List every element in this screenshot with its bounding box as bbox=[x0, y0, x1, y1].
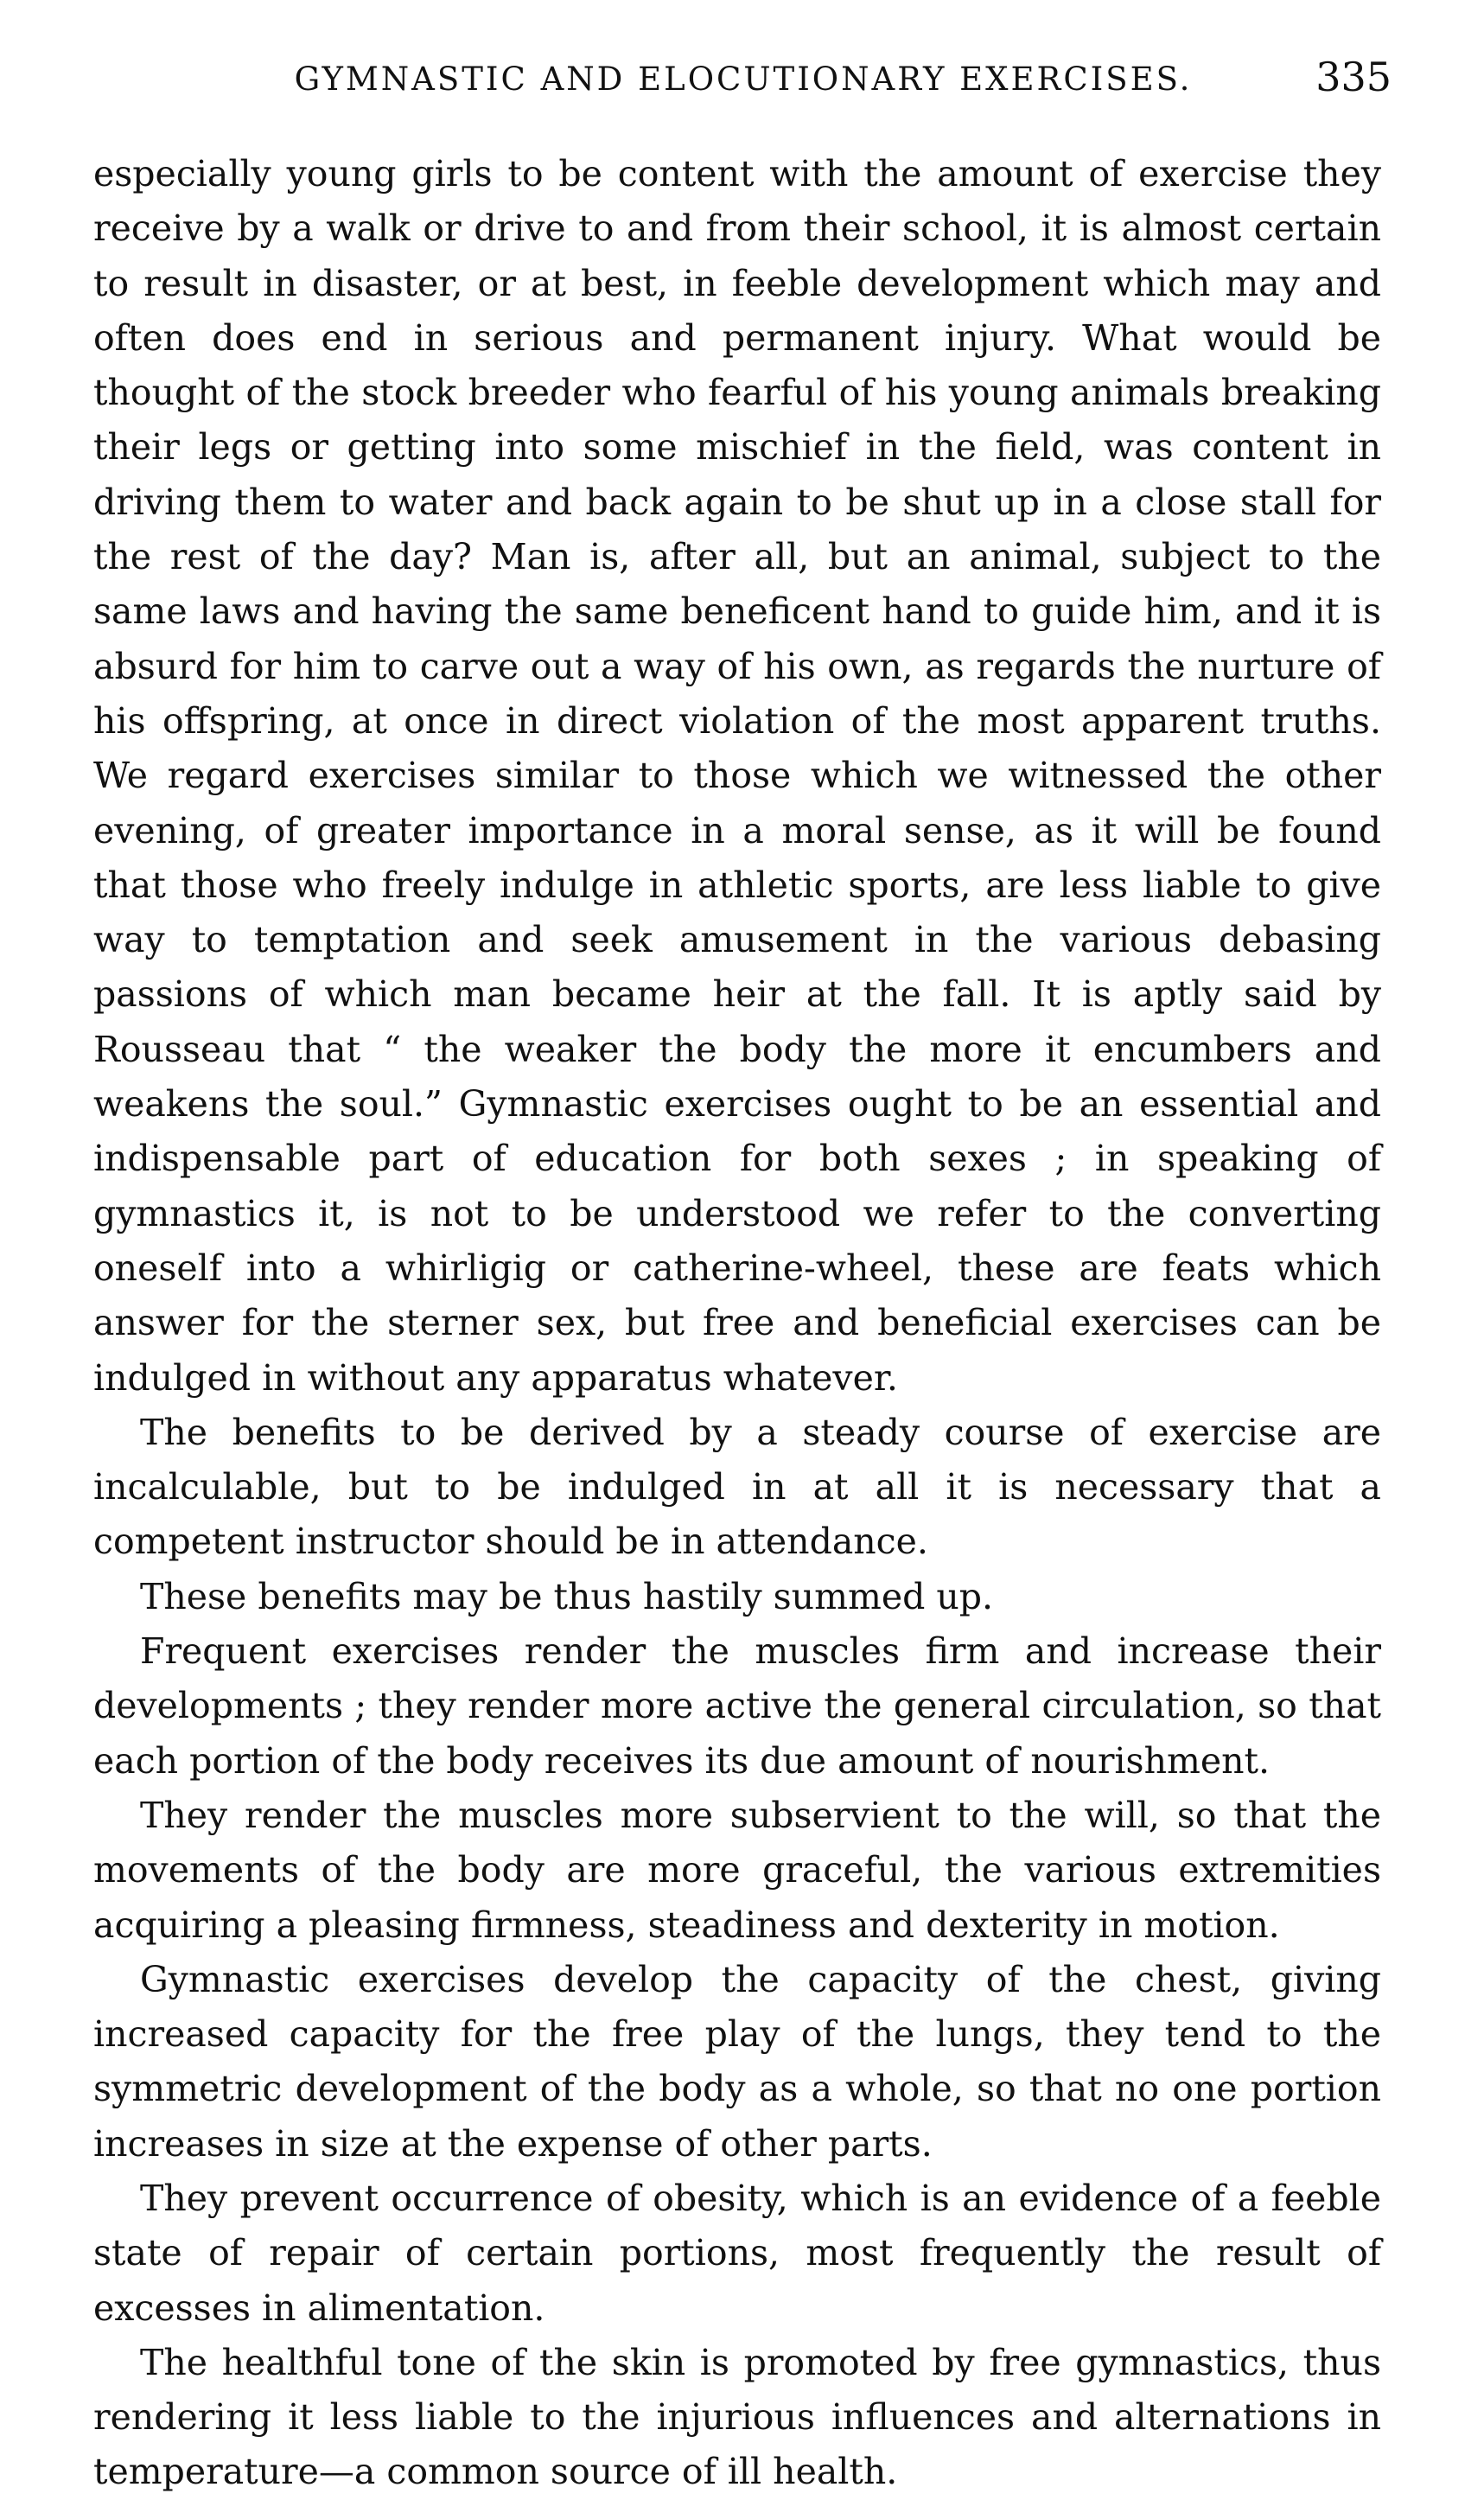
paragraph-summary: These benefits may be thus hastily summed up. bbox=[140, 1575, 994, 1617]
paragraph-continuation: especially young girls to be content with the amount of exercise they receive by a walk or drive to and from their school, it is almost certain to result in disaster, or at best, in feeble development which may and often does end in serious and permanent injury. What would be thought of the stock breeder who fearful of his young animals breaking their legs or getting into some mischief in the field, was content in driving them to water and back again to be shut up in a close stall for the rest of the day? Man is, after all, but an animal, subject to the same laws and having the same beneficent hand to guide him, and it is absurd for him to carve out a way of his own, as regards the nurture of his offspring, at once in direct violation of the most apparent truths. We regard exercises similar to those which we witnessed the other evening, of greater importance in a moral sense, as it will be found that those who freely indulge in athletic sports, are less liable to give way to temptation and seek amusement in the various debasing passions of which man became heir at the fall. It is aptly said by Rousseau that “ the weaker the body the more it encumbers and weakens the soul.” Gymnastic exercises ought to be an essential and indispensable part of education for both sexes ; in speaking of gymnastics it, is not to be understood we refer to the converting oneself into a whirligig or catherine-wheel, these are feats which answer for the sterner sex, but free and beneficial exercises can be indulged in without any apparatus whatever. bbox=[93, 153, 1381, 1399]
paragraph-muscles-will: They render the muscles more subservient to the will, so that the movements of the body are more graceful, the various extremities acquiring a pleasing firmness, steadiness and dexterity in motion. bbox=[93, 1794, 1381, 1946]
paragraph-skin: The healthful tone of the skin is promoted by free gymnastics, thus rendering it less liable to the injurious influences and alternations in temperature—a common source of ill health. bbox=[93, 2341, 1381, 2493]
running-title: GYMNASTIC AND ELOCUTIONARY EXERCISES. bbox=[294, 61, 1193, 98]
page-number: 335 bbox=[1315, 54, 1392, 100]
body-text bbox=[93, 147, 1381, 2500]
paragraph-obesity: They prevent occurrence of obesity, which is an evidence of a feeble state of repair of certain portions, most frequently the result of excesses in alimentation. bbox=[93, 2177, 1381, 2329]
running-head bbox=[95, 54, 1392, 105]
paragraph-benefits: The benefits to be derived by a steady course of exercise are incalculable, but to be indulged in at all it is necessary that a competent instructor should be in attendance. bbox=[93, 1411, 1381, 1563]
paragraph-chest: Gymnastic exercises develop the capacity of the chest, giving increased capacity for the free play of the lungs, they tend to the symmetric development of the body as a whole, so that no one portion increases in size at the expense of other parts. bbox=[93, 1958, 1381, 2165]
paragraph-muscles-firm: Frequent exercises render the muscles firm and increase their developments ; they render more active the general circulation, so that each portion of the body receives its due amount of nourishment. bbox=[93, 1630, 1381, 1782]
